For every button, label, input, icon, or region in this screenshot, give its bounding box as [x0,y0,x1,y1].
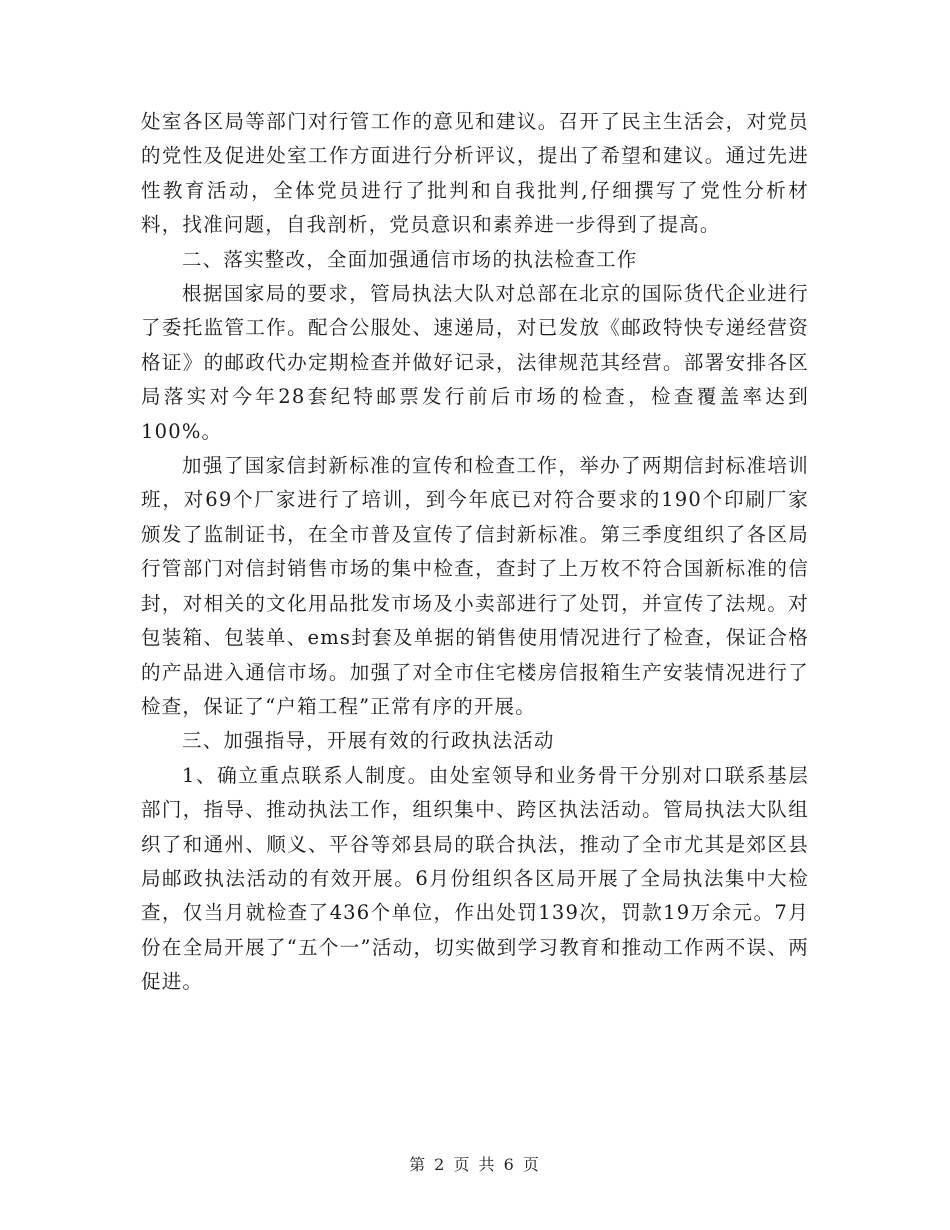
document-body [141,105,809,1000]
paragraph-3: 根据国家局的要求，管局执法大队对总部在北京的国际货代企业进行了委托监管工作。配合公服处、速递局，对已发放《邮政特快专递经营资格证》的邮政代办定期检查并做好记录，法律规范其经营。部署安排各区局落实对今年28套纪特邮票发行前后市场的检查，检查覆盖率达到100%。 [141,282,809,443]
paragraph-4: 加强了国家信封新标准的宣传和检查工作，举办了两期信封标准培训班，对69个厂家进行了培训，到今年底已对符合要求的190个印刷厂家颁发了监制证书，在全市普及宣传了信封新标准。第三季度组织了各区局行管部门对信封销售市场的集中检查，查封了上万枚不符合国新标准的信封，对相关的文化用品批发市场及小卖部进行了处罚，并宣传了法规。对包装箱、包装单、ems封套及单据的销售使用情况进行了检查，保证合格的产品进入通信市场。加强了对全市住宅楼房信报箱生产安装情况进行了检查，保证了“户箱工程”正常有序的开展。 [141,454,809,718]
page-footer: 第 2 页 共 6 页 [409,1155,541,1174]
section-heading-2: 二、落实整改，全面加强通信市场的执法检查工作 [182,247,638,271]
section-heading-3: 三、加强指导，开展有效的行政执法活动 [182,729,555,753]
paragraph-6: 1、确立重点联系人制度。由处室领导和业务骨干分别对口联系基层部门，指导、推动执法工作，组织集中、跨区执法活动。管局执法大队组织了和通州、顺义、平谷等郊县局的联合执法，推动了全市尤其是郊区县局邮政执法活动的有效开展。6月份组织各区局开展了全局执法集中大检查，仅当月就检查了436个单位，作出处罚139次，罚款19万余元。7月份在全局开展了“五个一”活动，切实做到学习教育和推动工作两不误、两促进。 [141,763,809,994]
paragraph-1: 处室各区局等部门对行管工作的意见和建议。召开了民主生活会，对党员的党性及促进处室工作方面进行分析评议，提出了希望和建议。通过先进性教育活动，全体党员进行了批判和自我批判,仔细撰写了党性分析材料，找准问题，自我剖析，党员意识和素养进一步得到了提高。 [141,110,809,237]
